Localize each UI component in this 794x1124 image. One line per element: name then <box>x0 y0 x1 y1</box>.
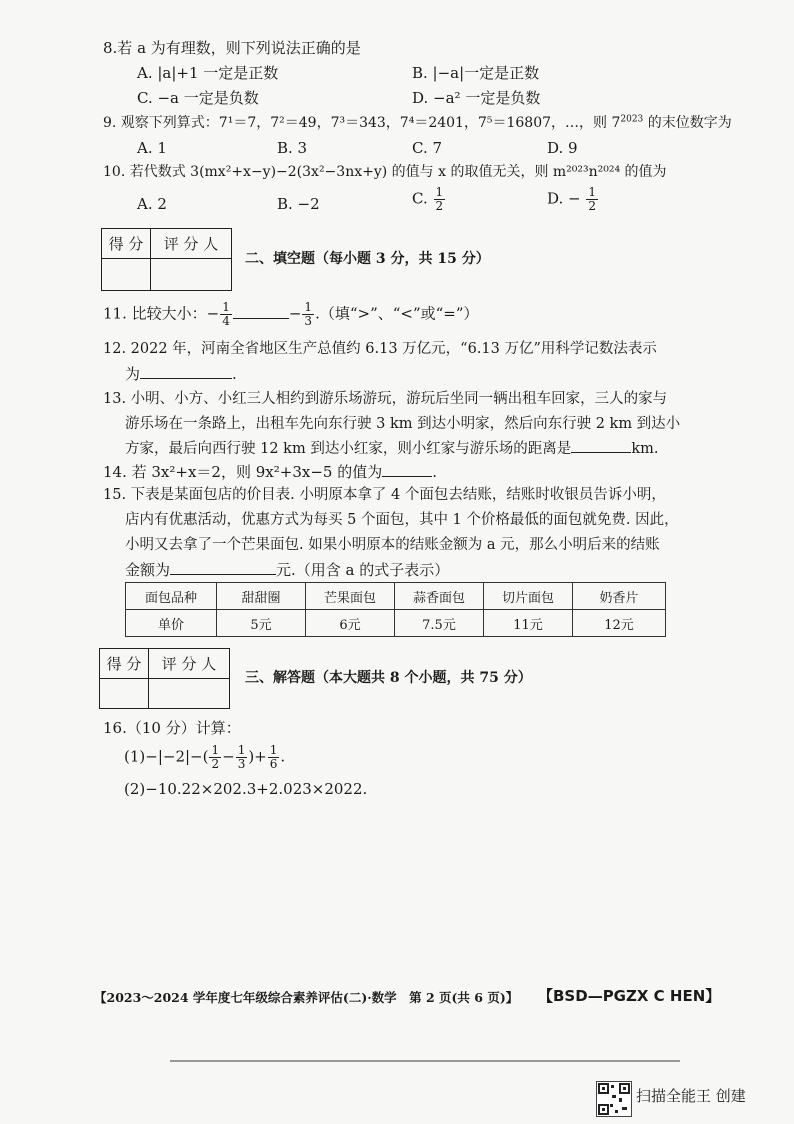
q13-answer-blank[interactable] <box>571 438 631 453</box>
bread-table-header-cell: 芒果面包 <box>306 583 395 610</box>
q14-answer-blank[interactable] <box>382 462 432 477</box>
q16-stem: 16.（10 分）计算： <box>103 719 241 737</box>
bread-table-header-cell: 奶香片 <box>573 583 666 610</box>
bread-table-cell: 6元 <box>306 610 395 637</box>
q8-option-d: D. −a² 一定是负数 <box>412 89 541 107</box>
q16-p1-pre: (1)−|−2|−( <box>124 747 209 766</box>
q13-unit: km. <box>631 441 659 457</box>
q10-option-c-label: C. <box>412 189 428 208</box>
q10-option-c-fraction <box>434 186 446 213</box>
bread-table-header-cell: 甜甜圈 <box>217 583 306 610</box>
q11-den1: 4 <box>222 314 230 328</box>
bread-table-header-cell: 面包品种 <box>126 583 217 610</box>
q10-option-c <box>412 186 446 213</box>
q10-option-d <box>547 186 599 213</box>
qr-code-icon <box>596 1081 632 1117</box>
q15-line2: 店内有优惠活动，优惠方式为每买 5 个面包，其中 1 个价格最低的面包就免费. 因此， <box>125 512 679 528</box>
q8-option-b: B. |−a|一定是正数 <box>412 64 540 82</box>
q15-line1: 15. 下表是某面包店的价目表. 小明原本拿了 4 个面包去结账，结账时收银员告诉小明， <box>103 487 666 503</box>
bread-table-header-cell: 蒜香面包 <box>395 583 484 610</box>
bread-table-cell: 5元 <box>217 610 306 637</box>
q16-p1-mid: )+ <box>248 747 267 766</box>
q12-line1: 12. 2022 年，河南全省地区生产总值约 6.13 万亿元，“6.13 万亿”用科学记数法表示 <box>103 341 657 357</box>
page-footer-code: 【BSD—PGZX C HEN】 <box>538 987 721 1005</box>
q16-p1-d3: 6 <box>269 757 278 771</box>
bread-table-cell: 7.5元 <box>395 610 484 637</box>
q14-text: 14. 若 3x²+x＝2，则 9x²+3x−5 的值为 <box>103 463 383 481</box>
q9-stem-post: 的末位数字为 <box>643 115 732 131</box>
q9-stem <box>103 112 732 134</box>
q10-c-denominator: 2 <box>435 199 444 213</box>
page-footer-info: 【2023～2024 学年度七年级综合素养评估(二)·数学 第 2 页(共 6 页)】 <box>94 990 519 1005</box>
q11-post: .（填“>”、“<”或“=”） <box>315 304 479 323</box>
q11 <box>103 301 479 328</box>
q11-num1: 1 <box>222 300 230 314</box>
q11-mid: − <box>288 304 302 323</box>
q9-option-a: A. 1 <box>137 139 167 157</box>
bread-table-cell: 11元 <box>484 610 573 637</box>
q15-line4 <box>125 559 449 581</box>
q16-p1-fraction-1 <box>209 744 221 771</box>
q13-line1: 13. 小明、小方、小红三人相约到游乐场游玩，游玩后坐同一辆出租车回家，三人的家与 <box>103 391 668 407</box>
q10-stem: 10. 若代数式 3(mx²+x−y)−2(3x²−3nx+y) 的值与 x 的取值无关，则 m²⁰²³n²⁰²⁴ 的值为 <box>103 164 667 180</box>
score-box-grader-label: 评 分 人 <box>149 649 230 679</box>
q14 <box>103 461 437 483</box>
q16-p1-n1: 1 <box>211 743 220 757</box>
q16-p1-n3: 1 <box>269 743 278 757</box>
bottom-divider <box>170 1060 680 1062</box>
q10-c-numerator: 1 <box>435 185 444 199</box>
q16-part2: (2)−10.22×202.3+2.023×2022. <box>124 780 368 798</box>
q15-line4-text: 金额为 <box>125 561 171 579</box>
q10-option-d-label: D. − <box>547 189 581 208</box>
score-box-grader-cell[interactable] <box>151 259 232 291</box>
scanner-watermark: 扫描全能王 创建 <box>636 1087 746 1105</box>
q10-d-denominator: 2 <box>588 199 597 213</box>
q16-p1-end: . <box>280 747 286 766</box>
q16-p1-minus: − <box>222 747 235 766</box>
q10-option-d-fraction <box>586 186 598 213</box>
q12-answer-blank[interactable] <box>140 364 232 379</box>
bread-table-header-cell: 切片面包 <box>484 583 573 610</box>
score-box-score-label: 得 分 <box>100 649 149 679</box>
bread-table-price-row <box>126 610 666 637</box>
q9-option-b: B. 3 <box>277 139 308 157</box>
q8-option-c: C. −a 一定是负数 <box>137 89 259 107</box>
score-box-section3 <box>99 648 230 709</box>
q9-option-c: C. 7 <box>412 139 443 157</box>
bread-table-cell: 单价 <box>126 610 217 637</box>
q14-end: . <box>432 463 437 481</box>
score-box-section2 <box>101 228 232 291</box>
section3-heading: 三、解答题（本大题共 8 个小题，共 75 分） <box>245 670 532 686</box>
q11-pre: 11. 比较大小：− <box>103 304 220 323</box>
q9-stem-pre: 9. 观察下列算式：7¹＝7，7²＝49，7³＝343，7⁴＝2401，7⁵＝16807，…，则 7 <box>103 115 621 131</box>
q9-exponent: 2023 <box>620 114 644 125</box>
q10-option-a: A. 2 <box>137 195 167 213</box>
score-box-score-cell[interactable] <box>100 679 149 709</box>
q16-p1-d1: 2 <box>211 757 220 771</box>
q13-line3-text: 方家，最后向西行驶 12 km 到达小红家，则小红家与游乐场的距离是 <box>125 441 572 457</box>
q11-fraction-2 <box>302 301 314 328</box>
score-box-grader-cell[interactable] <box>149 679 230 709</box>
q15-line3: 小明又去拿了一个芒果面包. 如果小明原本的结账金额为 a 元，那么小明后来的结账 <box>125 537 660 553</box>
q10-option-b: B. −2 <box>277 195 320 213</box>
bread-price-table <box>125 582 666 637</box>
q9-option-d: D. 9 <box>547 139 578 157</box>
q13-line3 <box>125 438 658 460</box>
q8-stem: 8.若 a 为有理数，则下列说法正确的是 <box>103 39 361 57</box>
q10-d-numerator: 1 <box>588 185 597 199</box>
score-box-score-label: 得 分 <box>102 229 151 259</box>
q11-num2: 1 <box>304 300 313 314</box>
q11-den2: 3 <box>304 314 313 328</box>
q16-p1-fraction-3 <box>268 744 280 771</box>
q16-p1-fraction-2 <box>236 744 248 771</box>
bread-table-cell: 12元 <box>573 610 666 637</box>
q11-answer-blank[interactable] <box>233 304 289 319</box>
bread-table-header-row <box>126 583 666 610</box>
q16-p1-n2: 1 <box>237 743 246 757</box>
q16-part1 <box>124 744 285 771</box>
score-box-score-cell[interactable] <box>102 259 151 291</box>
q12-line2-text: 为 <box>125 365 141 383</box>
q8-option-a: A. |a|+1 一定是正数 <box>137 64 279 82</box>
q15-answer-blank[interactable] <box>170 560 276 575</box>
q13-line2: 游乐场在一条路上，出租车先向东行驶 3 km 到达小明家，然后向东行驶 2 km 到达小 <box>125 416 681 432</box>
q12-line2: 为 . <box>125 365 237 383</box>
section2-heading: 二、填空题（每小题 3 分，共 15 分） <box>245 251 490 267</box>
q15-line4-end: 元.（用含 a 的式子表示） <box>276 561 450 579</box>
q11-fraction-1 <box>220 301 232 328</box>
score-box-grader-label: 评 分 人 <box>151 229 232 259</box>
q16-p1-d2: 3 <box>237 757 246 771</box>
